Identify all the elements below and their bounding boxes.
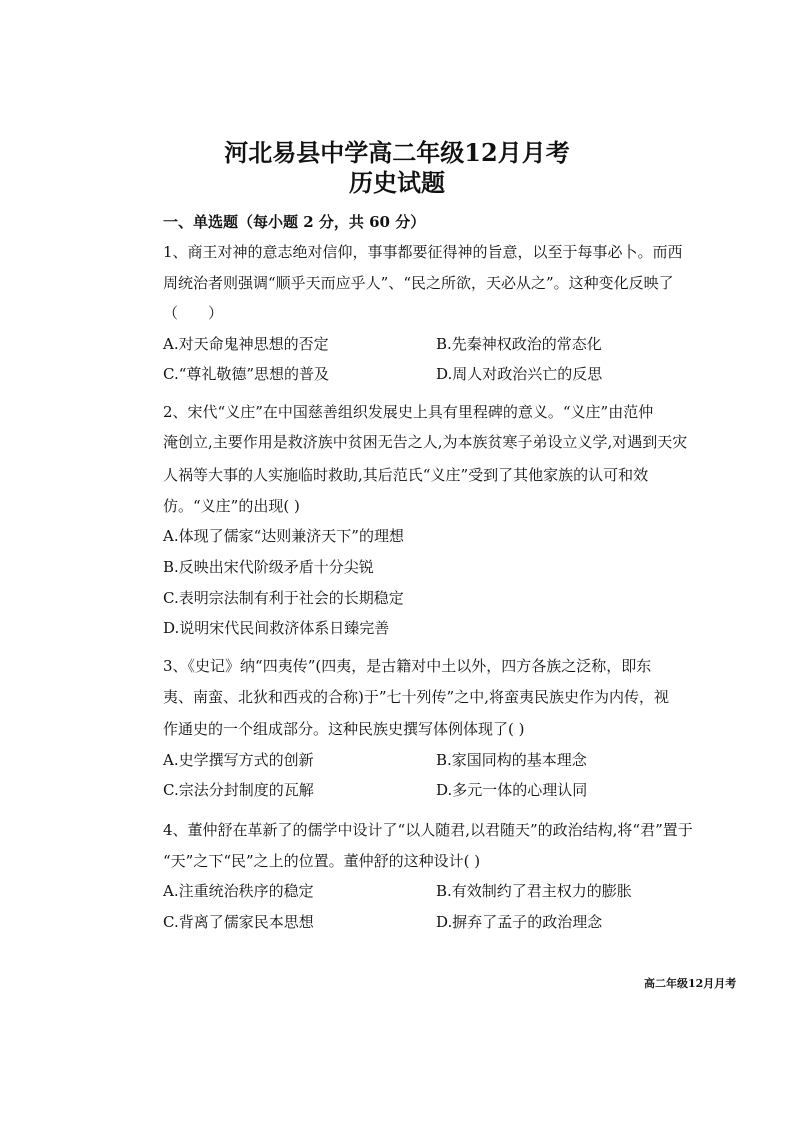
question-4-option-b: B.有效制约了君主权力的膨胀 bbox=[436, 882, 632, 900]
question-2-option-b: B.反映出宋代阶级矛盾十分尖锐 bbox=[163, 558, 374, 576]
question-2-option-d: D.说明宋代民间救济体系日臻完善 bbox=[163, 619, 390, 637]
question-4-line: 4、董仲舒在革新了的儒学中设计了“以人随君,以君随天”的政治结构,将“君”置于 bbox=[163, 821, 693, 839]
question-2-line: 人祸等大事的人实施临时救助,其后范氏“义庄”受到了其他家族的认可和效 bbox=[163, 466, 649, 484]
section-heading: 一、单选题（每小题 2 分，共 60 分） bbox=[163, 213, 426, 231]
question-2-option-c: C.表明宗法制有利于社会的长期稳定 bbox=[163, 589, 404, 607]
question-2-line: 2、宋代“义庄”在中国慈善组织发展史上具有里程碑的意义。“义庄”由范仲 bbox=[163, 403, 654, 421]
question-2-line: 仿。“义庄”的出现( ) bbox=[163, 497, 300, 515]
question-4-option-d: D.摒弃了孟子的政治理念 bbox=[436, 913, 603, 931]
question-1-option-c: C.“尊礼敬德”思想的普及 bbox=[163, 365, 330, 383]
document-subtitle: 历史试题 bbox=[349, 168, 445, 197]
question-2-option-a: A.体现了儒家“达则兼济天下”的理想 bbox=[163, 527, 404, 545]
question-4-option-a: A.注重统治秩序的稳定 bbox=[163, 882, 314, 900]
document-title: 河北易县中学高二年级12月月考 bbox=[224, 138, 570, 167]
question-4-line: “天”之下“民”之上的位置。董仲舒的这种设计( ) bbox=[163, 852, 481, 870]
question-1-option-d: D.周人对政治兴亡的反思 bbox=[436, 365, 603, 383]
question-1-option-b: B.先秦神权政治的常态化 bbox=[436, 335, 602, 353]
question-3-option-d: D.多元一体的心理认同 bbox=[436, 781, 588, 799]
page-footer: 高二年级12月月考 bbox=[644, 977, 737, 990]
question-1-option-a: A.对天命鬼神思想的否定 bbox=[163, 335, 329, 353]
question-3-line: 作通史的一个组成部分。这种民族史撰写体例体现了( ) bbox=[163, 720, 525, 738]
question-2-line: 淹创立,主要作用是救济族中贫困无告之人,为本族贫寒子弟设立义学,对遇到天灾 bbox=[163, 433, 688, 451]
question-4-option-c: C.背离了儒家民本思想 bbox=[163, 913, 314, 931]
question-3-option-c: C.宗法分封制度的瓦解 bbox=[163, 781, 314, 799]
question-3-option-b: B.家国同构的基本理念 bbox=[436, 751, 587, 769]
question-3-line: 夷、南蛮、北狄和西戎的合称)于”七十列传”之中,将蛮夷民族史作为内传，视 bbox=[163, 688, 669, 706]
question-3-option-a: A.史学撰写方式的创新 bbox=[163, 751, 314, 769]
question-1-line: （ ） bbox=[163, 304, 224, 322]
question-1-line: 周统治者则强调“顺乎天而应乎人”、“民之所欲，天必从之”。这种变化反映了 bbox=[163, 274, 674, 292]
question-1-line: 1、商王对神的意志绝对信仰，事事都要征得神的旨意，以至于每事必卜。而西 bbox=[163, 243, 683, 261]
question-3-line: 3、《史记》纳“四夷传”(四夷，是古籍对中土以外，四方各族之泛称，即东 bbox=[163, 657, 652, 675]
